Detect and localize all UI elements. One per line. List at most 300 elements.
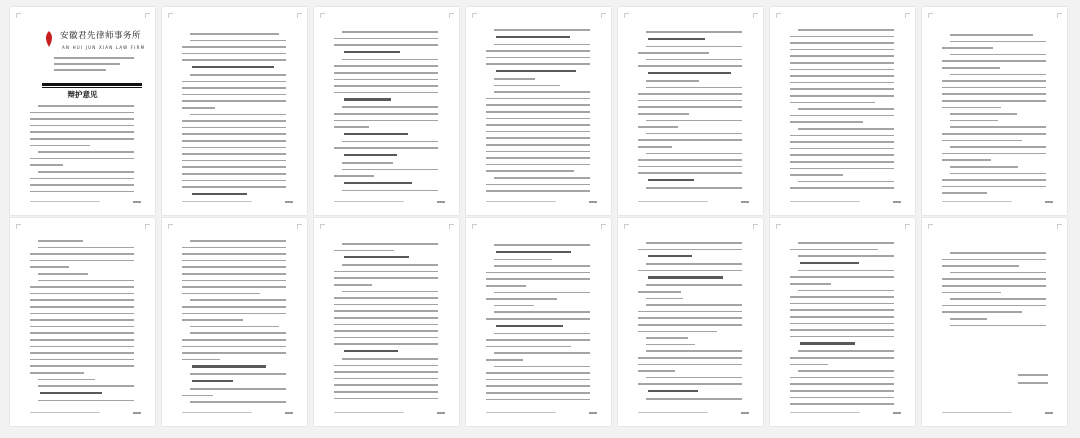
text-line: [942, 60, 1046, 62]
text-line: [334, 72, 438, 74]
text-line: [334, 44, 438, 46]
text-line: [942, 311, 1022, 313]
text-line: [334, 147, 438, 149]
page-thumbnail[interactable]: [618, 218, 763, 426]
text-line: [54, 57, 134, 59]
text-line: [334, 120, 438, 122]
text-line: [486, 372, 590, 374]
text-line: [30, 326, 134, 328]
text-line: [494, 366, 590, 368]
text-line: [790, 309, 894, 311]
text-line: [646, 284, 742, 286]
text-line: [54, 69, 106, 71]
crop-mark: [601, 13, 606, 18]
text-line: [790, 102, 875, 104]
text-line: [342, 31, 438, 33]
page-number-mark: [437, 201, 445, 203]
text-line: [638, 139, 742, 141]
page-thumbnail[interactable]: [10, 7, 155, 215]
crop-mark: [297, 224, 302, 229]
text-line: [646, 153, 742, 155]
text-line: [800, 262, 859, 264]
text-line: [950, 54, 1046, 56]
text-line: [950, 41, 1046, 43]
text-line: [334, 284, 372, 286]
text-line: [798, 242, 894, 244]
text-line: [790, 115, 894, 117]
page-number-mark: [893, 412, 901, 414]
text-line: [942, 93, 1046, 95]
text-line: [486, 111, 590, 113]
page-thumbnail[interactable]: [770, 218, 915, 426]
text-line: [30, 339, 134, 341]
text-line: [192, 66, 274, 68]
text-line: [486, 98, 590, 100]
crop-mark: [624, 13, 629, 18]
text-line: [182, 359, 220, 361]
page-footer-line: [182, 412, 252, 413]
text-line: [790, 168, 894, 170]
text-line: [334, 277, 438, 279]
text-line: [486, 124, 590, 126]
text-line: [30, 332, 134, 334]
text-line: [798, 108, 894, 110]
text-line: [800, 342, 855, 344]
text-line: [182, 53, 286, 55]
crop-mark: [472, 224, 477, 229]
text-line: [38, 151, 134, 153]
text-line: [638, 172, 742, 174]
text-line: [790, 174, 843, 176]
crop-mark: [168, 224, 173, 229]
text-line: [486, 170, 574, 172]
text-line: [790, 135, 894, 137]
text-line: [646, 350, 742, 352]
text-line: [30, 359, 134, 361]
text-line: [182, 286, 286, 288]
page-number-mark: [285, 201, 293, 203]
page-thumbnail[interactable]: [618, 7, 763, 215]
text-line: [638, 249, 742, 251]
page-footer-line: [334, 201, 404, 202]
text-line: [638, 331, 717, 333]
text-line: [638, 126, 678, 128]
text-line: [790, 336, 894, 338]
text-line: [182, 133, 286, 135]
text-line: [646, 87, 742, 89]
text-line: [648, 179, 694, 181]
text-line: [790, 62, 894, 64]
page-thumbnail[interactable]: [314, 7, 459, 215]
page-thumbnail[interactable]: [162, 7, 307, 215]
text-line: [942, 100, 1046, 102]
text-line: [798, 350, 894, 352]
text-line: [486, 399, 590, 401]
page-thumbnail[interactable]: [922, 218, 1067, 426]
text-line: [790, 161, 894, 163]
crop-mark: [297, 13, 302, 18]
text-line: [182, 280, 286, 282]
text-line: [182, 173, 286, 175]
text-line: [190, 332, 286, 334]
text-line: [190, 33, 279, 35]
text-line: [950, 298, 1046, 300]
page-thumbnail[interactable]: [466, 218, 611, 426]
text-line: [30, 293, 134, 295]
text-line: [334, 113, 438, 115]
text-line: [494, 244, 590, 246]
text-line: [334, 310, 438, 312]
text-line: [790, 95, 894, 97]
text-line: [790, 148, 894, 150]
text-line: [182, 253, 286, 255]
page-number-mark: [741, 201, 749, 203]
text-line: [190, 299, 286, 301]
text-line: [798, 255, 894, 257]
text-line: [30, 346, 134, 348]
text-line: [342, 141, 438, 143]
text-line: [344, 98, 391, 100]
crop-mark: [16, 224, 21, 229]
text-line: [344, 133, 408, 135]
crop-mark: [776, 13, 781, 18]
text-line: [334, 65, 438, 67]
letterhead-rule: [42, 83, 142, 86]
page-thumbnail[interactable]: [922, 7, 1067, 215]
text-line: [638, 65, 742, 67]
text-line: [182, 127, 286, 129]
text-line: [638, 370, 675, 372]
text-line: [344, 256, 409, 258]
text-line: [334, 343, 438, 345]
text-line: [30, 131, 134, 133]
text-line: [334, 175, 374, 177]
text-line: [486, 190, 590, 192]
text-line: [790, 283, 831, 285]
text-line: [648, 276, 723, 278]
text-line: [486, 339, 590, 341]
page-number-mark: [133, 412, 141, 414]
text-line: [646, 31, 742, 33]
text-line: [790, 364, 828, 366]
text-line: [494, 265, 590, 267]
text-line: [190, 240, 286, 242]
text-line: [638, 291, 681, 293]
text-line: [486, 385, 590, 387]
page-thumbnail[interactable]: [10, 218, 155, 426]
text-line: [646, 337, 688, 339]
text-line: [344, 154, 397, 156]
text-line: [638, 146, 672, 148]
page-footer-line: [486, 412, 556, 413]
text-line: [942, 80, 1046, 82]
text-line: [646, 120, 742, 122]
page-thumbnail[interactable]: [466, 7, 611, 215]
text-line: [486, 131, 590, 133]
page-number-mark: [589, 412, 597, 414]
text-line: [648, 255, 692, 257]
text-line: [790, 390, 894, 392]
text-line: [334, 384, 438, 386]
text-line: [790, 49, 894, 51]
text-line: [790, 154, 894, 156]
text-line: [30, 138, 134, 140]
text-line: [638, 113, 689, 115]
document-title: 辩护意见: [67, 90, 98, 99]
text-line: [942, 153, 1046, 155]
text-line: [790, 42, 894, 44]
text-line: [950, 120, 998, 122]
text-line: [38, 385, 134, 387]
text-line: [182, 81, 286, 83]
text-line: [486, 379, 590, 381]
text-line: [190, 114, 286, 116]
text-line: [342, 106, 438, 108]
text-line: [638, 166, 742, 168]
text-line: [190, 40, 286, 42]
text-line: [334, 324, 438, 326]
page-footer-line: [182, 201, 252, 202]
text-line: [950, 252, 1046, 254]
text-line: [30, 125, 134, 127]
text-line: [30, 260, 134, 262]
crop-mark: [168, 13, 173, 18]
text-line: [942, 179, 1046, 181]
text-line: [494, 292, 590, 294]
text-line: [182, 247, 286, 249]
text-line: [334, 126, 369, 128]
text-line: [646, 242, 742, 244]
text-line: [638, 383, 742, 385]
page-footer-line: [638, 412, 708, 413]
text-line: [486, 137, 590, 139]
text-line: [790, 55, 894, 57]
text-line: [486, 285, 526, 287]
crop-mark: [1057, 224, 1062, 229]
crop-mark: [905, 13, 910, 18]
text-line: [942, 192, 987, 194]
text-line: [182, 180, 286, 182]
crop-mark: [776, 224, 781, 229]
crop-mark: [905, 224, 910, 229]
firm-name-english: AN HUI JUN XIAN LAW FIRM: [62, 45, 146, 50]
text-line: [182, 87, 286, 89]
text-line: [494, 85, 560, 87]
text-line: [646, 263, 742, 265]
text-line: [942, 67, 1000, 69]
text-line: [486, 104, 590, 106]
crop-mark: [753, 224, 758, 229]
text-line: [496, 251, 571, 253]
page-footer-line: [790, 412, 860, 413]
text-line: [344, 182, 412, 184]
text-line: [790, 69, 894, 71]
text-line: [942, 140, 1022, 142]
text-line: [38, 400, 134, 402]
page-footer-line: [942, 412, 1012, 413]
page-footer-line: [942, 201, 1012, 202]
text-line: [486, 157, 590, 159]
text-line: [798, 290, 894, 292]
firm-logo-icon: [44, 31, 54, 47]
text-line: [638, 100, 742, 102]
text-line: [182, 260, 286, 262]
crop-mark: [449, 13, 454, 18]
text-line: [182, 160, 286, 162]
text-line: [790, 82, 894, 84]
letterhead-rule-thin: [42, 87, 142, 88]
text-line: [790, 75, 894, 77]
text-line: [790, 403, 894, 405]
text-line: [334, 398, 438, 400]
text-line: [38, 171, 134, 173]
text-line: [790, 121, 863, 123]
text-line: [646, 133, 742, 135]
text-line: [334, 378, 438, 380]
text-line: [790, 276, 894, 278]
text-line: [486, 63, 590, 65]
page-footer-line: [334, 412, 404, 413]
page-thumbnail[interactable]: [770, 7, 915, 215]
page-number-mark: [893, 201, 901, 203]
text-line: [486, 392, 590, 394]
crop-mark: [624, 224, 629, 229]
text-line: [182, 140, 286, 142]
text-line: [334, 317, 438, 319]
page-thumbnail[interactable]: [314, 218, 459, 426]
text-line: [38, 247, 134, 249]
text-line: [30, 184, 134, 186]
text-line: [192, 193, 247, 195]
text-line: [790, 357, 894, 359]
text-line: [494, 29, 590, 31]
text-line: [942, 47, 993, 49]
text-line: [38, 105, 134, 107]
text-line: [798, 370, 894, 372]
text-line: [646, 304, 742, 306]
text-line: [30, 352, 134, 354]
text-line: [30, 266, 69, 268]
text-line: [182, 147, 286, 149]
text-line: [342, 162, 393, 164]
text-line: [486, 272, 590, 274]
text-line: [38, 379, 95, 381]
text-line: [790, 377, 894, 379]
text-line: [182, 352, 286, 354]
text-line: [798, 128, 894, 130]
text-line: [30, 286, 134, 288]
text-line: [638, 159, 742, 161]
text-line: [30, 191, 134, 193]
text-line: [790, 383, 894, 385]
text-line: [30, 253, 134, 255]
text-line: [486, 359, 523, 361]
text-line: [30, 319, 134, 321]
text-line: [942, 107, 1001, 109]
text-line: [496, 325, 563, 327]
text-line: [494, 78, 535, 80]
text-line: [342, 358, 438, 360]
text-line: [182, 293, 260, 295]
text-line: [182, 100, 286, 102]
page-thumbnail[interactable]: [162, 218, 307, 426]
text-line: [638, 317, 742, 319]
text-line: [190, 373, 286, 375]
text-line: [942, 186, 1046, 188]
text-line: [486, 164, 590, 166]
text-line: [950, 325, 1046, 327]
text-line: [646, 398, 742, 400]
page-number-mark: [285, 412, 293, 414]
text-line: [494, 333, 590, 335]
text-line: [334, 79, 438, 81]
text-line: [496, 70, 576, 72]
text-line: [494, 44, 590, 46]
text-line: [182, 273, 286, 275]
text-line: [38, 273, 88, 275]
text-line: [30, 164, 63, 166]
crop-mark: [16, 13, 21, 18]
crop-mark: [1057, 13, 1062, 18]
text-line: [950, 126, 1046, 128]
text-line: [486, 318, 590, 320]
text-line: [182, 46, 286, 48]
text-line: [334, 371, 438, 373]
text-line: [342, 291, 438, 293]
text-line: [790, 141, 894, 143]
text-line: [950, 74, 1046, 76]
text-line: [182, 313, 286, 315]
text-line: [790, 296, 894, 298]
text-line: [30, 306, 134, 308]
page-number-mark: [437, 412, 445, 414]
text-line: [950, 318, 987, 320]
crop-mark: [320, 224, 325, 229]
text-line: [182, 319, 243, 321]
page-number-mark: [589, 201, 597, 203]
text-line: [950, 113, 1017, 115]
text-line: [638, 52, 709, 54]
text-line: [942, 159, 991, 161]
text-line: [190, 326, 279, 328]
text-line: [486, 346, 571, 348]
crop-mark: [145, 13, 150, 18]
text-line: [38, 240, 83, 242]
page-number-mark: [1045, 201, 1053, 203]
text-line: [496, 36, 570, 38]
crop-mark: [928, 224, 933, 229]
text-line: [646, 377, 742, 379]
text-line: [190, 388, 286, 390]
text-line: [182, 395, 213, 397]
text-line: [486, 298, 557, 300]
text-line: [942, 87, 1046, 89]
text-line: [182, 186, 286, 188]
text-line: [494, 311, 590, 313]
text-line: [182, 166, 286, 168]
text-line: [494, 259, 552, 261]
text-line: [950, 272, 1046, 274]
text-line: [182, 266, 286, 268]
text-line: [646, 46, 742, 48]
text-line: [192, 380, 233, 382]
text-line: [646, 298, 683, 300]
text-line: [334, 304, 438, 306]
text-line: [334, 365, 438, 367]
text-line: [486, 50, 590, 52]
text-line: [190, 401, 286, 403]
text-line: [942, 278, 1046, 280]
